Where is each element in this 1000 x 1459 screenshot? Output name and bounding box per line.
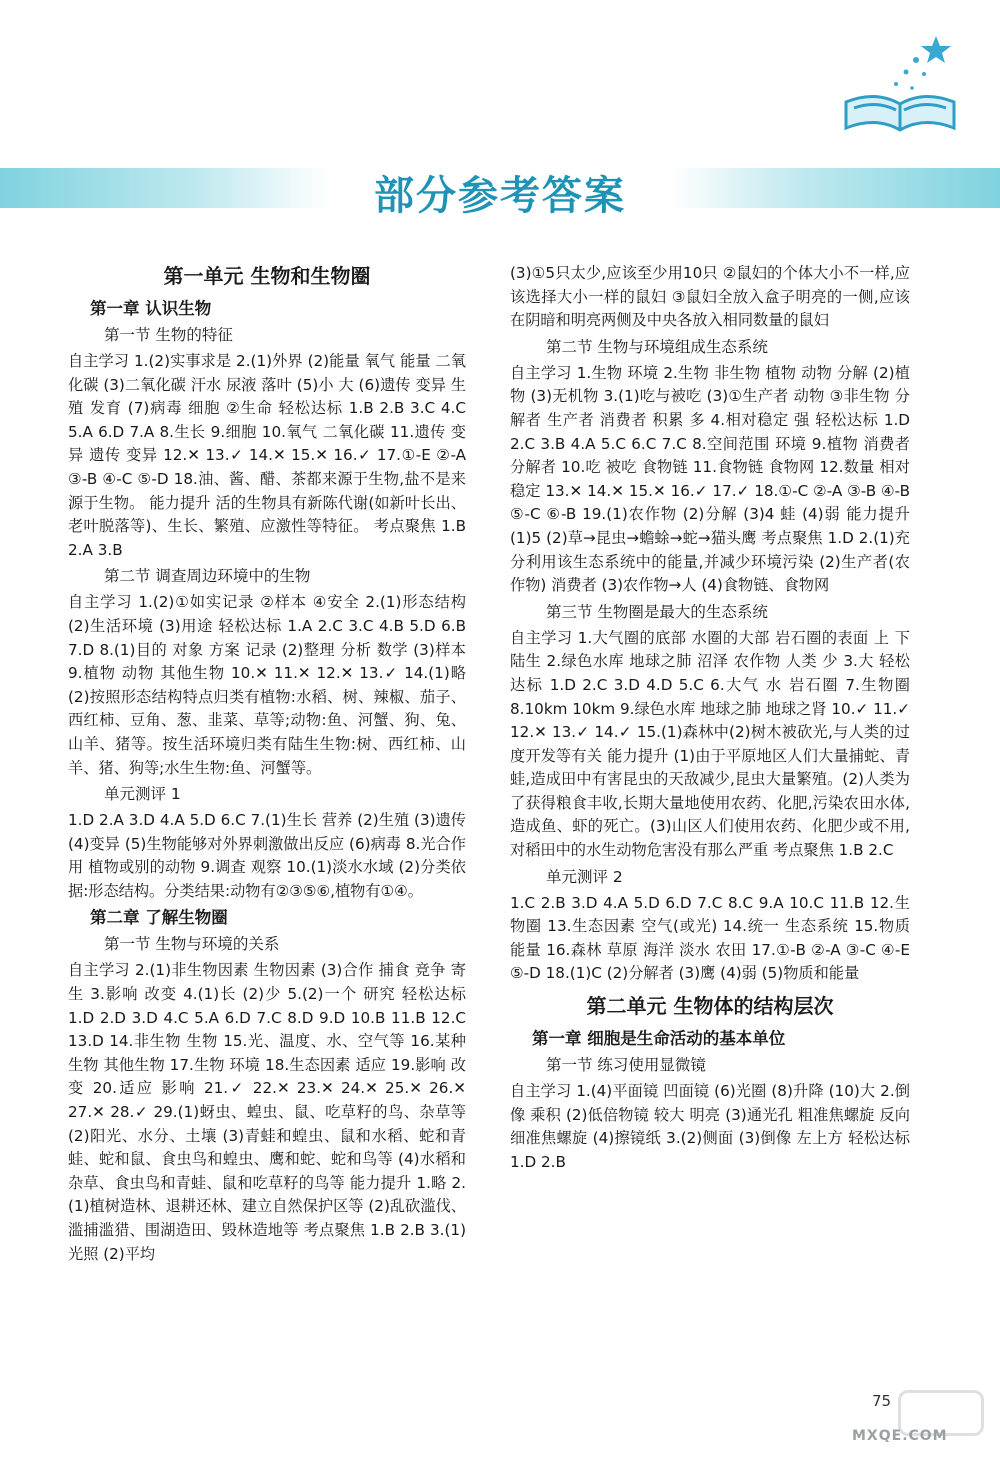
section-1-2-title: 第二节 调查周边环境中的生物 — [104, 567, 311, 586]
section-2-1-answers-continued: (3)①5只太少,应该至少用10只 ②鼠妇的个体大小不一样,应该选择大小一样的鼠妇 ③鼠妇全放入盒子明亮的一侧,应该在阴暗和明亮两侧及中央各放入相同数量的鼠妇 — [510, 264, 910, 330]
unit-2-chapter-1-title: 第一章 细胞是生命活动的基本单位 — [532, 1029, 786, 1049]
unit-test-2-title: 单元测评 2 — [546, 867, 623, 886]
section-2-1-answers: 自主学习 2.(1)非生物因素 生物因素 (3)合作 捕食 竞争 寄生 3.影响 改变 4.(1)长 (2)少 5.(2)一个 研究 轻松达标 1.D 2.D 3.D 4.C 5.A 6.D 7.C 8.D 9.D 10.B 11.B 12.C 13.D 14.非生物 生物 15.光、温度、水、空气等 16.某种生物 其他生物 17.生物 环境 18.生态因素 适应 19.影响 改变 20.适应 影响 21.✓ 22.✕ 23.✕ 24.✕ 25.✕ 26.✕ 27.✕ 28.✓ 29.(1)蚜虫、蝗虫、鼠、吃草籽的鸟、杂草等 (2)阳光、水分、土壤 (3)青蛙和蝗虫、鼠和水稻、蛇和青蛙、蛇和鼠、食虫鸟和蝗虫、鹰和蛇、蛇和鸟等 (4)水稻和杂草、食虫鸟和青蛙、鼠和吃草籽的鸟等 能力提升 1.略 2.(1)植树造林、退耕还林、建立自然保护区等 (2)乱砍滥伐、滥捕滥猎、围湖造田、毁林造地等 考点聚焦 1.B 2.B 3.(1)光照 (2)平均 — [68, 961, 466, 1263]
section-2-2-answers: 自主学习 1.生物 环境 2.生物 非生物 植物 动物 分解 (2)植物 (3)无机物 3.(1)吃与被吃 (3)①生产者 动物 ③非生物 分解者 生产者 消费者 积累 多 4.相对稳定 强 轻松达标 1.D 2.C 3.B 4.A 5.C 6.C 7.C 8.空间范围 环境 9.植物 消费者 分解者 10.吃 被吃 食物链 11.食物链 食物网 12.数量 相对稳定 13.✕ 14.✕ 15.✕ 16.✓ 17.✓ 18.①-C ②-A ③-B ④-B ⑤-C ⑥-B 19.(1)农作物 (2)分解 (3)4 蛙 (4)弱 能力提升 (1)5 (2)草→昆虫→蟾蜍→蛇→猫头鹰 考点聚焦 1.D 2.(1)充分利用该生态系统中的能量,并减少环境污染 (2)生产者(农作物) 消费者 (3)农作物→人 (4)食物链、食物网 — [510, 363, 910, 595]
unit-test-2-answers: 1.C 2.B 3.D 4.A 5.D 6.D 7.C 8.C 9.A 10.C 11.B 12.生物圈 13.生态因素 空气(或光) 14.统一 生态系统 15.物质 能量 16.森林 草原 海洋 淡水 农田 17.①-B ②-A ③-C ④-E ⑤-D 18.(1)C (2)分解者 (3)鹰 (4)弱 (5)物质和能量 — [510, 893, 910, 983]
unit-2-title: 第二单元 生物体的结构层次 — [586, 994, 834, 1019]
unit-1-title: 第一单元 生物和生物圈 — [163, 264, 371, 288]
section-2-3-title: 第三节 生物圈是最大的生态系统 — [546, 602, 768, 621]
title-banner — [0, 158, 1000, 220]
watermark-text: MXQE.COM — [852, 1428, 948, 1444]
unit-test-1-title: 单元测评 1 — [104, 785, 181, 804]
unit-2-section-1-answers: 自主学习 1.(4)平面镜 凹面镜 (6)光圈 (8)升降 (10)大 2.倒像 乘积 (2)低倍物镜 较大 明亮 (3)通光孔 粗准焦螺旋 反向 细准焦螺旋 (4)擦镜纸 3.(2)侧面 (3)倒像 左上方 轻松达标 1.D 2.B — [510, 1082, 910, 1171]
section-1-1-title: 第一节 生物的特征 — [104, 326, 233, 344]
section-2-2-title: 第二节 生物与环境组成生态系统 — [546, 337, 768, 356]
section-2-3-answers: 自主学习 1.大气圈的底部 水圈的大部 岩石圈的表面 上 下 陆生 2.绿色水库 地球之肺 沼泽 农作物 人类 少 3.大 轻松达标 1.D 2.C 3.D 4.D 5.C 6.大气 水 岩石圈 7.生物圈 8.10km 10km 9.绿色水库 地球之肺 地球之肾 10.✓ 11.✓ 12.✕ 13.✓ 14.✓ 15.(1)森林中(2)树木被砍光,与人类的过度开发等有关 能力提升 (1)由于平原地区人们大量捕蛇、青蛙,造成田中有害昆虫的天敌减少,昆虫大量繁殖。(2)人类为了获得粮食丰收,长期大量地使用农药、化肥,污染农田水体,造成鱼、虾的死亡。(3)山区人们使用农药、化肥少或不用,对稻田中的水生动物危害没有那么严重 考点聚焦 1.B 2.C — [510, 628, 910, 860]
chapter-2-title: 第二章 了解生物圈 — [90, 908, 228, 928]
section-1-1-answers: 自主学习 1.(2)实事求是 2.(1)外界 (2)能量 氧气 能量 二氧化碳 (3)二氧化碳 汗水 尿液 落叶 (5)小 大 (6)遗传 变异 生殖 发育 (7)病毒 细胞 ②生命 轻松达标 1.B 2.B 3.C 4.C 5.A 6.D 7.A 8.生长 9.细胞 10.氧气 二氧化碳 11.遗传 变异 遗传 变异 12.✕ 13.✓ 14.✕ 15.✕ 16.✓ 17.①-E ②-A ③-B ④-C ⑤-D 18.油、酱、醋、茶都来源于生物,盐不是来源于生物。 能力提升 活的生物具有新陈代谢(如新叶长出、老叶脱落等)、生长、繁殖、应激性等特征。 考点聚焦 1.B 2.A 3.B — [68, 352, 466, 559]
left-column — [68, 262, 466, 1266]
open-book-stars-icon — [836, 32, 964, 136]
right-column — [510, 262, 910, 1174]
page-number: 75 — [872, 1392, 892, 1410]
chapter-1-title: 第一章 认识生物 — [90, 299, 212, 318]
unit-test-1-answers: 1.D 2.A 3.D 4.A 5.D 6.C 7.(1)生长 营养 (2)生殖 (3)遗传 (4)变异 (5)生物能够对外界刺激做出反应 (6)病毒 8.光合作用 植物或别的动物 9.调查 观察 10.(1)淡水水域 (2)分类依据:形态结构。分类结果:动物有②③⑤⑥,植物有①④。 — [68, 811, 466, 900]
page-title: 部分参考答案 — [374, 172, 626, 219]
unit-2-section-1-title: 第一节 练习使用显微镜 — [546, 1056, 706, 1075]
section-2-1-title: 第一节 生物与环境的关系 — [104, 935, 280, 954]
section-1-2-answers: 自主学习 1.(2)①如实记录 ②样本 ④安全 2.(1)形态结构 (2)生活环境 (3)用途 轻松达标 1.A 2.C 3.C 4.B 5.D 6.B 7.D 8.(1)目的 对象 方案 记录 (2)整理 分析 数学 (3)样本 9.植物 动物 其他生物 10.✕ 11.✕ 12.✕ 13.✓ 14.(1)略 (2)按照形态结构特点归类有植物:水稻、树、辣椒、茄子、西红柿、豆角、葱、韭菜、草等;动物:鱼、河蟹、狗、兔、山羊、猪等。按生活环境归类有陆生生物:树、西红柿、山羊、猪、狗等;水生生物:鱼、河蟹等。 — [68, 593, 466, 777]
